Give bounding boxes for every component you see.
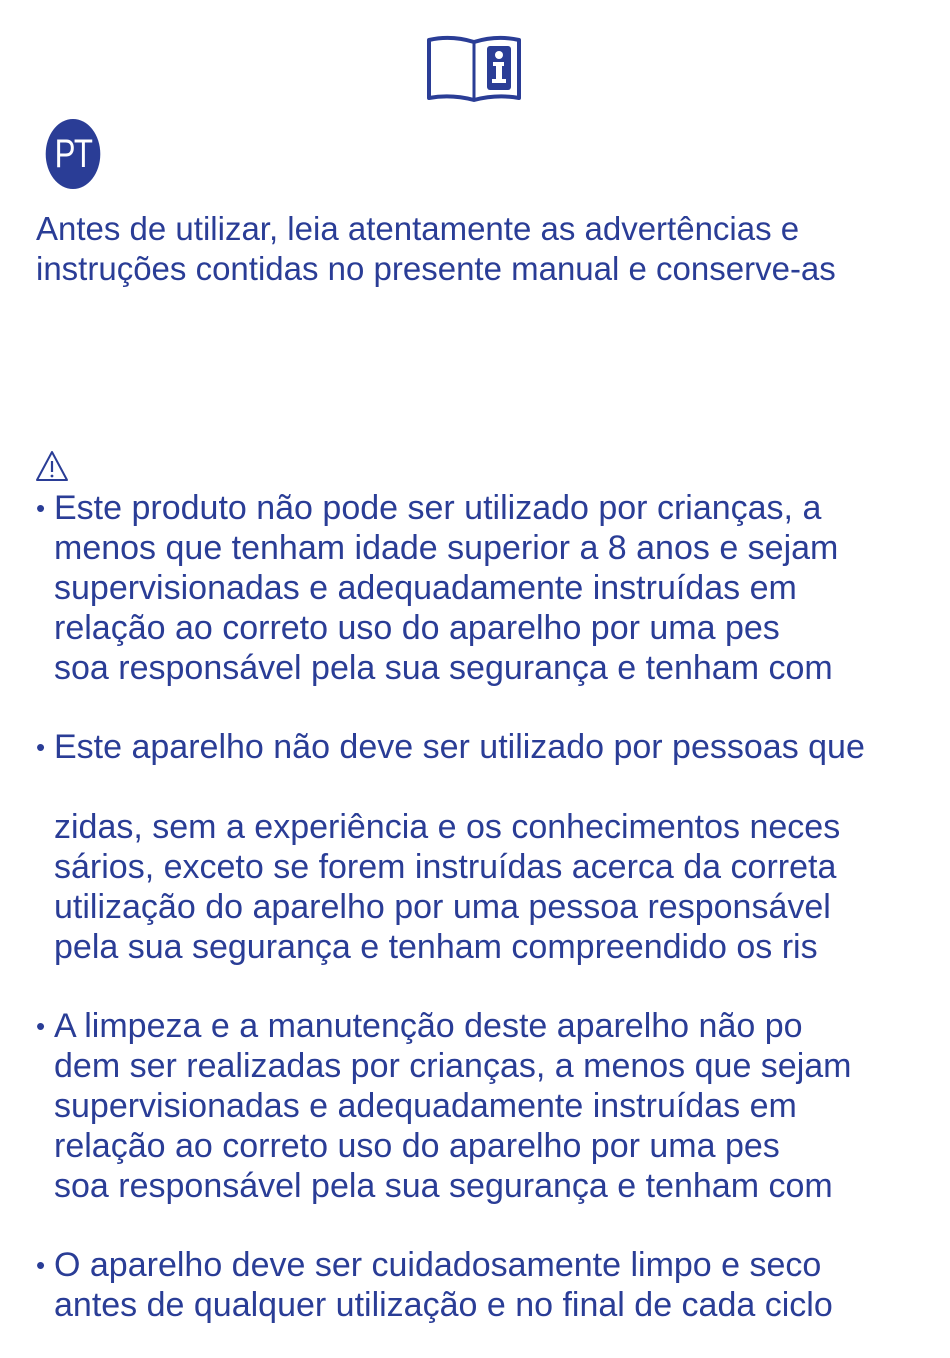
- bullet-2-line-5: pela sua segurança e tenham compreendido os ris: [54, 928, 818, 966]
- bullet-2-line-4: utilização do aparelho por uma pessoa responsável: [54, 888, 831, 926]
- bullet-3-line-1: A limpeza e a manutenção deste aparelho não po: [54, 1007, 803, 1045]
- open-book-info-icon: [425, 34, 523, 104]
- intro-text: Antes de utilizar, leia atentamente as advertências e: [36, 210, 800, 247]
- bullet-1-line-5: soa responsável pela sua segurança e tenham com: [54, 649, 833, 687]
- bullet-1-line-3: supervisionadas e adequadamente instruídas em: [54, 569, 797, 607]
- bullet-1-line-4: relação ao correto uso do aparelho por uma pes: [54, 609, 780, 647]
- bullet-1-line-1: Este produto não pode ser utilizado por crianças, a: [54, 489, 822, 527]
- bullet-dot: •: [36, 493, 46, 523]
- bullet-3-line-5: soa responsável pela sua segurança e tenham com: [54, 1167, 833, 1205]
- intro-line-1: [36, 209, 910, 249]
- bullet-3-line-4: relação ao correto uso do aparelho por uma pes: [54, 1127, 780, 1165]
- bullet-2-line-1: Este aparelho não deve ser utilizado por pessoas que: [54, 728, 865, 766]
- bullet-3-line-3: supervisionadas e adequadamente instruídas em: [54, 1087, 797, 1125]
- warning-triangle-icon: [35, 450, 69, 482]
- bullet-1-line-2: menos que tenham idade superior a 8 anos e sejam: [54, 529, 839, 567]
- bullet-3-line-2: dem ser realizadas por crianças, a menos que sejam: [54, 1047, 852, 1085]
- bullet-4-line-1: O aparelho deve ser cuidadosamente limpo e seco: [54, 1246, 822, 1284]
- bullet-dot: •: [36, 732, 46, 762]
- bullet-2-line-2: zidas, sem a experiência e os conhecimentos neces: [54, 808, 841, 846]
- intro-line-2: instruções contidas no presente manual e conserve-as: [36, 250, 836, 287]
- bullet-2-line-3: sários, exceto se forem instruídas acerca da correta: [54, 848, 837, 886]
- bullet-dot: •: [36, 1250, 46, 1280]
- language-badge: PT: [46, 119, 101, 189]
- bullet-4-line-2: antes de qualquer utilização e no final de cada ciclo: [54, 1286, 833, 1324]
- bullet-dot: •: [36, 1011, 46, 1041]
